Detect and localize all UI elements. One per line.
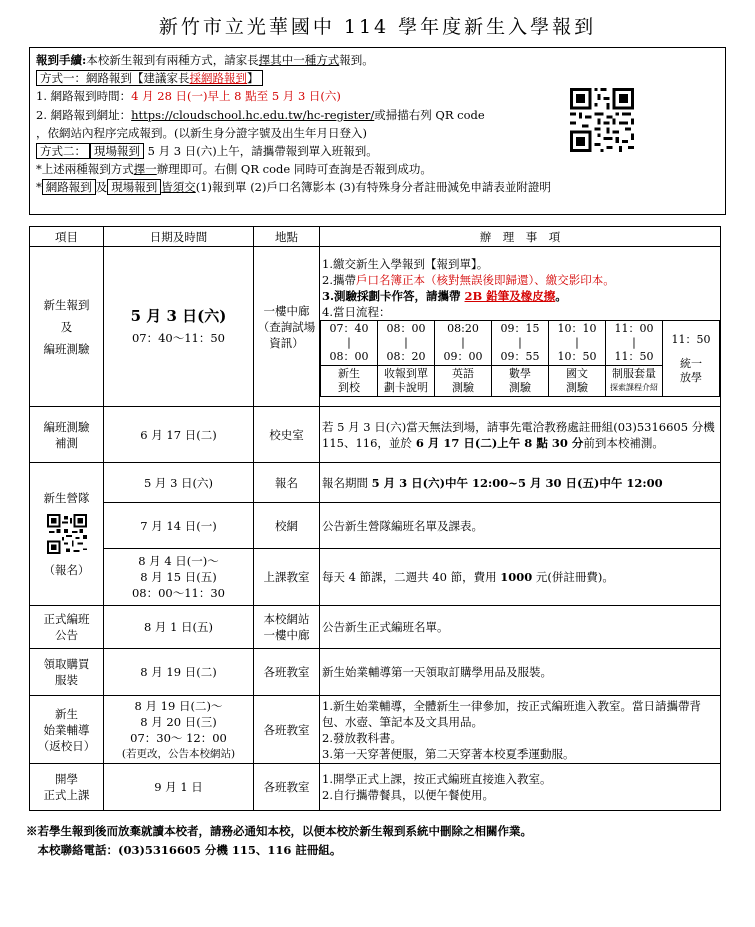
option-two-label: 方式二： [36,143,90,159]
registration-qr-code-icon[interactable] [570,88,634,152]
footer-notes [26,822,736,860]
withdrawal-note: ※若學生報到後而放棄就讀本校者，請務必通知本校，以便本校於新生報到系統中刪除之相關作業。 [26,824,532,838]
online-registration-period: 4 月 28 日(一)早上 8 點至 5 月 3 日(六) [131,89,341,104]
table-row: 領取購買 服裝 8 月 19 日(二) 各班教室 新生始業輔導第一天領取訂購學用品及服裝。 [30,649,721,696]
page-title: 新竹市立光華國中 114 學年度新生入學報到 [158,16,597,38]
registration-date: 5 月 3 日(六) [130,306,227,325]
header-item: 項目 [30,227,104,247]
header-place: 地點 [254,227,320,247]
table-row: 新生報到 及 編班測驗 5 月 3 日(六) 07：40～11：50 一樓中廊 （查詢試場資訊） 1.繳交新生入學報到【報到單】。 2.攜帶戶口名簿正本（核對無誤後即歸還）、繳交影印本。 3.測驗採劃卡作答，請攜帶 2B 鉛筆及橡皮擦。 4.當日流程： 07：40 | 08：00 08：00 | 08：20 08:20 | 09：00 09：15 | 09：55 10：10 | 10：50 11：00 | 11：50 11：50 統一 放學 新生 到校 收報到單 劃卡說明 英語 測驗 數學 測驗 國文 測驗 制服套量 探索課程介紹 [30,247,721,407]
header-matters: 辦 理 事 項 [320,227,721,247]
schedule-table [29,226,721,811]
option-one-box: 方式一：網路報到【建議家長採網路報到】 [36,70,263,86]
table-row: 新生 始業輔導 （返校日） 8 月 19 日(二)～ 8 月 20 日(三) 07：30～ 12：00 (若更改，公告本校網站) 各班教室 1.新生始業輔導，全體新生一律參加，按正式編班進入教室。當日請攜帶背包、水壺、筆記本及文具用品。 2.發放教科書。 3.第一天穿著便服，第二天穿著本校夏季運動服。 [30,696,721,764]
onsite-registration-label: 現場報到 [90,143,144,159]
table-row: 開學 正式上課 9 月 1 日 各班教室 1.開學正式上課，按正式編班直接進入教室。 2.自行攜帶餐具，以便午餐使用。 [30,764,721,811]
procedure-label: 報到手續: [36,53,87,67]
registration-instructions: 報到手續:本校新生報到有兩種方式，請家長擇其中一種方式報到。 方式一：網路報到【建議家長採網路報到】 1. 網路報到時間：4 月 28 日(一)早上 8 點至 5 月 3 日(六) 2. 網路報到網址：https://cloudschool.hc.edu.tw/hc-register/或掃描右列 QR code ，依網站內程序完成報到。(以新生身分證字號及出生年月日登入) 方式二： 現場報到 5 月 3 日(六)上午，請攜帶報到單入班報到。 *上述兩種報到方式擇一辦理即可。右側 QR code 同時可查詢是否報到成功。 * 網路報到 及 現場報到 皆須交(1)報到單 (2)戶口名簿影本 (3)有特殊身分者註冊減免申請表並附證明 [29,47,726,215]
registration-url-link[interactable]: https://cloudschool.hc.edu.tw/hc-register/ [131,107,375,122]
table-row: 7 月 14 日(一) 校網 公告新生營隊編班名單及課表。 [30,503,721,549]
camp-qr-code-icon[interactable] [47,514,87,554]
table-row: 編班測驗 補測 6 月 17 日(二) 校史室 若 5 月 3 日(六)當天無法到場，請事先電洽教務處註冊組(03)5316605 分機 115、116，並於 6 月 17 日(二)上午 8 點 30 分前到本校補測。 [30,407,721,463]
table-row: 新生營隊 （報名） 5 月 3 日(六) 報名 報名期間 5 月 3 日(六)中午 12:00~5 月 30 日(五)中午 12:00 [30,463,721,503]
daily-schedule-table: 07：40 | 08：00 08：00 | 08：20 08:20 | 09：00 09：15 | 09：55 10：10 | 10：50 11：00 | 11：50 11：50 統一 放學 新生 到校 收報到單 劃卡說明 英語 測驗 數學 測驗 國文 測驗 制服套量 探索課程介紹 [320,320,720,397]
table-row: 正式編班 公告 8 月 1 日(五) 本校網站 一樓中廊 公告新生正式編班名單。 [30,606,721,649]
header-date: 日期及時間 [104,227,254,247]
contact-phone: 本校聯絡電話：(03)5316605 分機 115、116 註冊組。 [26,843,342,857]
table-row: 8 月 4 日(一)～ 8 月 15 日(五) 08：00～11：30 上課教室 每天 4 節課，二週共 40 節，費用 1000 元(併註冊費)。 [30,549,721,606]
